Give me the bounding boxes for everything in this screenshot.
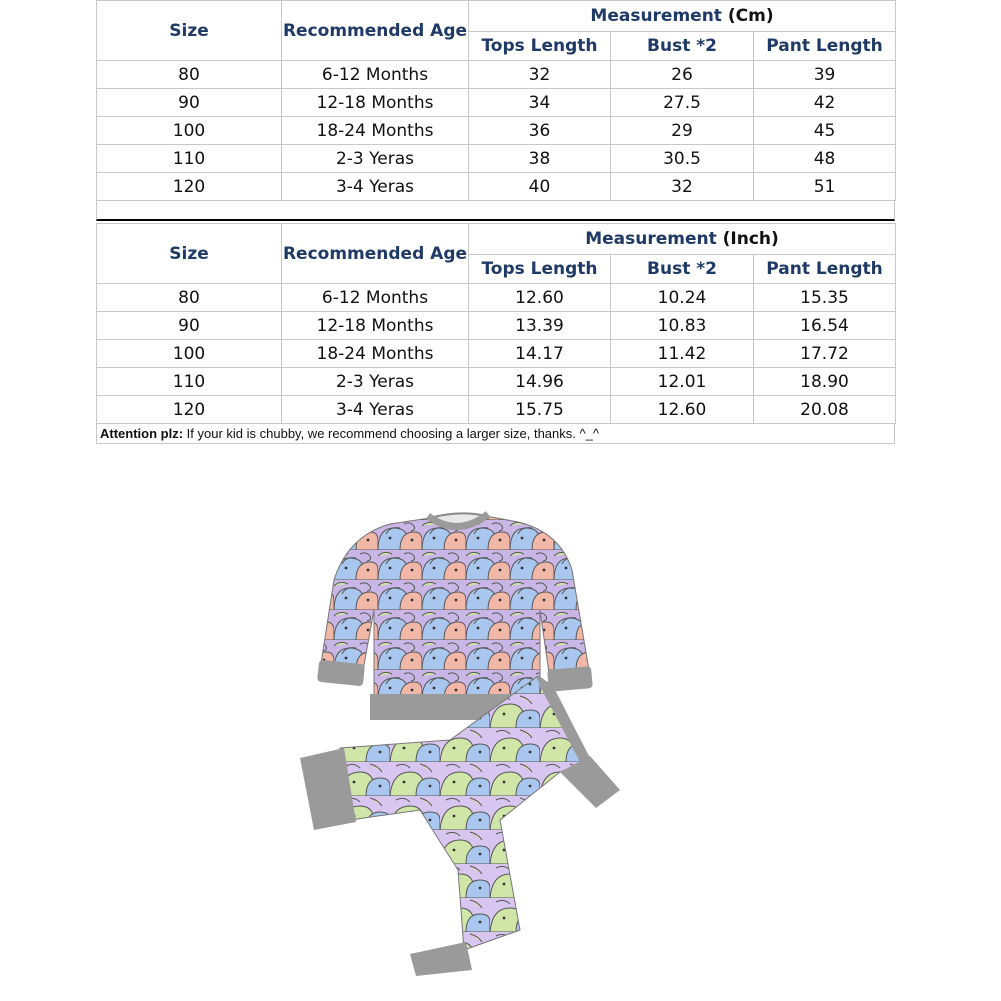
cell-pant: 42 [754,89,896,117]
header-size: Size [97,224,282,284]
header-bust: Bust *2 [611,255,754,284]
attention-note [96,424,895,444]
header-pant-length: Pant Length [754,255,896,284]
cell-tops: 14.96 [469,368,611,396]
cell-tops: 34 [469,89,611,117]
header-recommended-age: Recommended Age [282,1,469,61]
cell-size: 80 [97,61,282,89]
cell-pant: 51 [754,173,896,201]
cell-pant: 20.08 [754,396,896,424]
cell-size: 90 [97,89,282,117]
table-row [97,312,896,340]
cell-size: 120 [97,173,282,201]
header-measurement [469,1,896,32]
cell-tops: 13.39 [469,312,611,340]
cell-bust: 30.5 [611,145,754,173]
cell-tops: 32 [469,61,611,89]
product-image [290,490,630,980]
cell-bust: 29 [611,117,754,145]
cell-pant: 39 [754,61,896,89]
cell-pant: 18.90 [754,368,896,396]
cell-age: 2-3 Yeras [282,368,469,396]
cell-age: 6-12 Months [282,61,469,89]
cell-age: 3-4 Yeras [282,173,469,201]
measurement-unit: (Inch) [722,229,779,249]
measurement-unit: (Cm) [727,6,774,26]
cell-pant: 48 [754,145,896,173]
header-bust: Bust *2 [611,32,754,61]
cell-tops: 36 [469,117,611,145]
size-chart [96,0,895,444]
cell-bust: 10.83 [611,312,754,340]
cell-bust: 12.60 [611,396,754,424]
attention-text: If your kid is chubby, we recommend choosing a larger size, thanks. ^_^ [183,426,599,441]
cell-age: 12-18 Months [282,89,469,117]
header-measurement [469,224,896,255]
cell-age: 3-4 Yeras [282,396,469,424]
table-row [97,173,896,201]
cell-size: 100 [97,117,282,145]
cell-age: 6-12 Months [282,284,469,312]
size-table-cm [96,0,896,201]
cell-tops: 40 [469,173,611,201]
table-row [97,117,896,145]
cell-pant: 16.54 [754,312,896,340]
attention-label: Attention plz: [100,426,184,441]
measurement-label: Measurement [585,229,717,249]
cell-age: 18-24 Months [282,340,469,368]
table-separator [96,201,895,221]
cell-tops: 12.60 [469,284,611,312]
table-row [97,396,896,424]
cell-tops: 14.17 [469,340,611,368]
cell-size: 100 [97,340,282,368]
header-tops-length: Tops Length [469,255,611,284]
cell-size: 110 [97,368,282,396]
cell-bust: 10.24 [611,284,754,312]
cell-size: 110 [97,145,282,173]
header-size: Size [97,1,282,61]
header-pant-length: Pant Length [754,32,896,61]
header-recommended-age: Recommended Age [282,224,469,284]
cell-pant: 17.72 [754,340,896,368]
cell-age: 18-24 Months [282,117,469,145]
table-row [97,89,896,117]
table-row [97,340,896,368]
table-row [97,145,896,173]
cell-age: 12-18 Months [282,312,469,340]
table-row [97,368,896,396]
cell-size: 120 [97,396,282,424]
cell-tops: 15.75 [469,396,611,424]
cell-size: 90 [97,312,282,340]
cell-bust: 32 [611,173,754,201]
size-table-inch [96,223,896,424]
cell-tops: 38 [469,145,611,173]
cell-age: 2-3 Yeras [282,145,469,173]
cell-bust: 12.01 [611,368,754,396]
measurement-label: Measurement [590,6,722,26]
cell-bust: 26 [611,61,754,89]
table-row [97,61,896,89]
cell-bust: 27.5 [611,89,754,117]
elephant-print-outfit-illustration [290,490,630,980]
cell-pant: 15.35 [754,284,896,312]
header-tops-length: Tops Length [469,32,611,61]
table-row [97,284,896,312]
cell-bust: 11.42 [611,340,754,368]
cell-pant: 45 [754,117,896,145]
cell-size: 80 [97,284,282,312]
